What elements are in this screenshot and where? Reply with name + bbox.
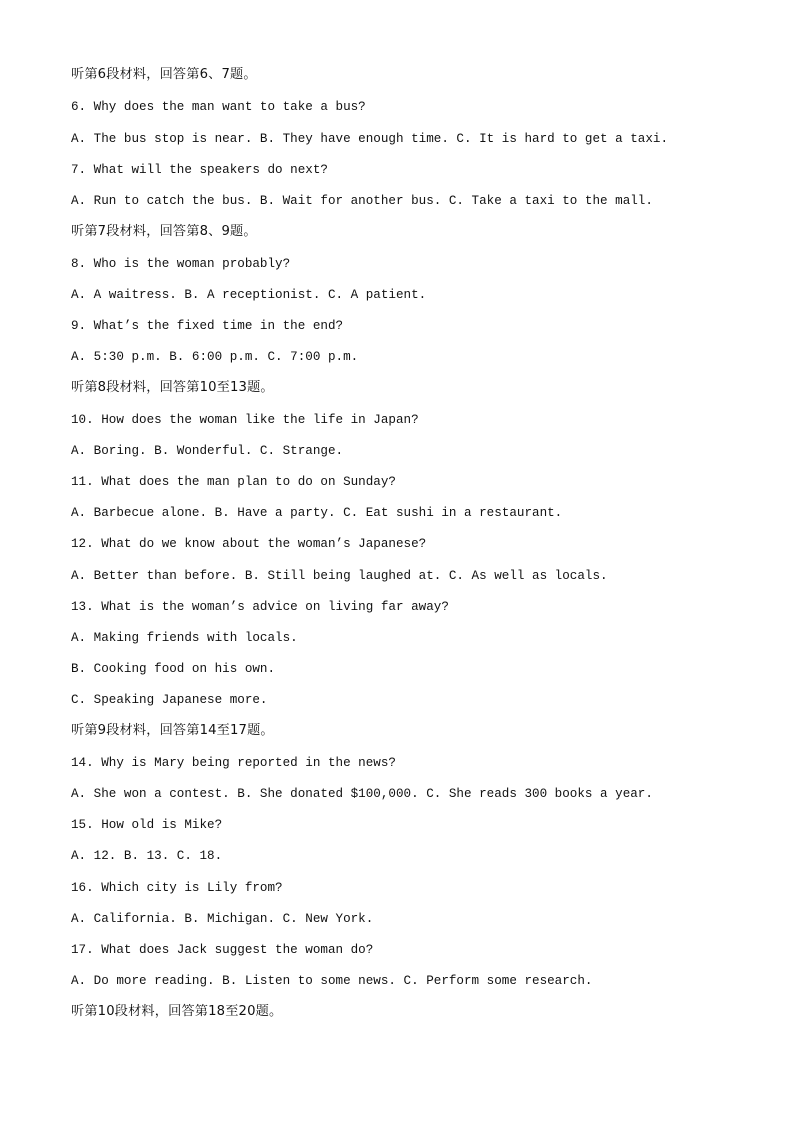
question-17: 17. What does Jack suggest the woman do? xyxy=(71,943,374,957)
question-6: 6. Why does the man want to take a bus? xyxy=(71,100,366,114)
options-16: A. California. B. Michigan. C. New York. xyxy=(71,912,374,926)
question-7: 7. What will the speakers do next? xyxy=(71,163,328,177)
question-13: 13. What is the woman’s advice on living far away? xyxy=(71,600,449,614)
question-11: 11. What does the man plan to do on Sunday? xyxy=(71,475,396,489)
question-10: 10. How does the woman like the life in Japan? xyxy=(71,413,419,427)
options-14: A. She won a contest. B. She donated $100,000. C. She reads 300 books a year. xyxy=(71,787,653,801)
question-15: 15. How old is Mike? xyxy=(71,818,223,832)
section-heading-10: 听第10段材料，回答第18至20题。 xyxy=(71,1004,283,1019)
option-13-a: A. Making friends with locals. xyxy=(71,631,298,645)
section-heading-9: 听第9段材料，回答第14至17题。 xyxy=(71,723,274,738)
question-9: 9. What’s the fixed time in the end? xyxy=(71,319,344,333)
question-12: 12. What do we know about the woman’s Japanese? xyxy=(71,537,427,551)
options-11: A. Barbecue alone. B. Have a party. C. Eat sushi in a restaurant. xyxy=(71,506,563,520)
section-heading-8: 听第8段材料，回答第10至13题。 xyxy=(71,380,274,395)
options-8: A. A waitress. B. A receptionist. C. A patient. xyxy=(71,288,427,302)
option-13-c: C. Speaking Japanese more. xyxy=(71,693,268,707)
question-14: 14. Why is Mary being reported in the news? xyxy=(71,756,396,770)
section-heading-6: 听第6段材料，回答第6、7题。 xyxy=(71,67,257,82)
options-10: A. Boring. B. Wonderful. C. Strange. xyxy=(71,444,344,458)
options-7: A. Run to catch the bus. B. Wait for another bus. C. Take a taxi to the mall. xyxy=(71,194,653,208)
options-12: A. Better than before. B. Still being laughed at. C. As well as locals. xyxy=(71,569,608,583)
options-9: A. 5:30 p.m. B. 6:00 p.m. C. 7:00 p.m. xyxy=(71,350,359,364)
section-heading-7: 听第7段材料，回答第8、9题。 xyxy=(71,224,257,239)
question-8: 8. Who is the woman probably? xyxy=(71,257,291,271)
options-15: A. 12. B. 13. C. 18. xyxy=(71,849,223,863)
options-17: A. Do more reading. B. Listen to some news. C. Perform some research. xyxy=(71,974,593,988)
question-16: 16. Which city is Lily from? xyxy=(71,881,283,895)
option-13-b: B. Cooking food on his own. xyxy=(71,662,276,676)
options-6: A. The bus stop is near. B. They have enough time. C. It is hard to get a taxi. xyxy=(71,132,669,146)
